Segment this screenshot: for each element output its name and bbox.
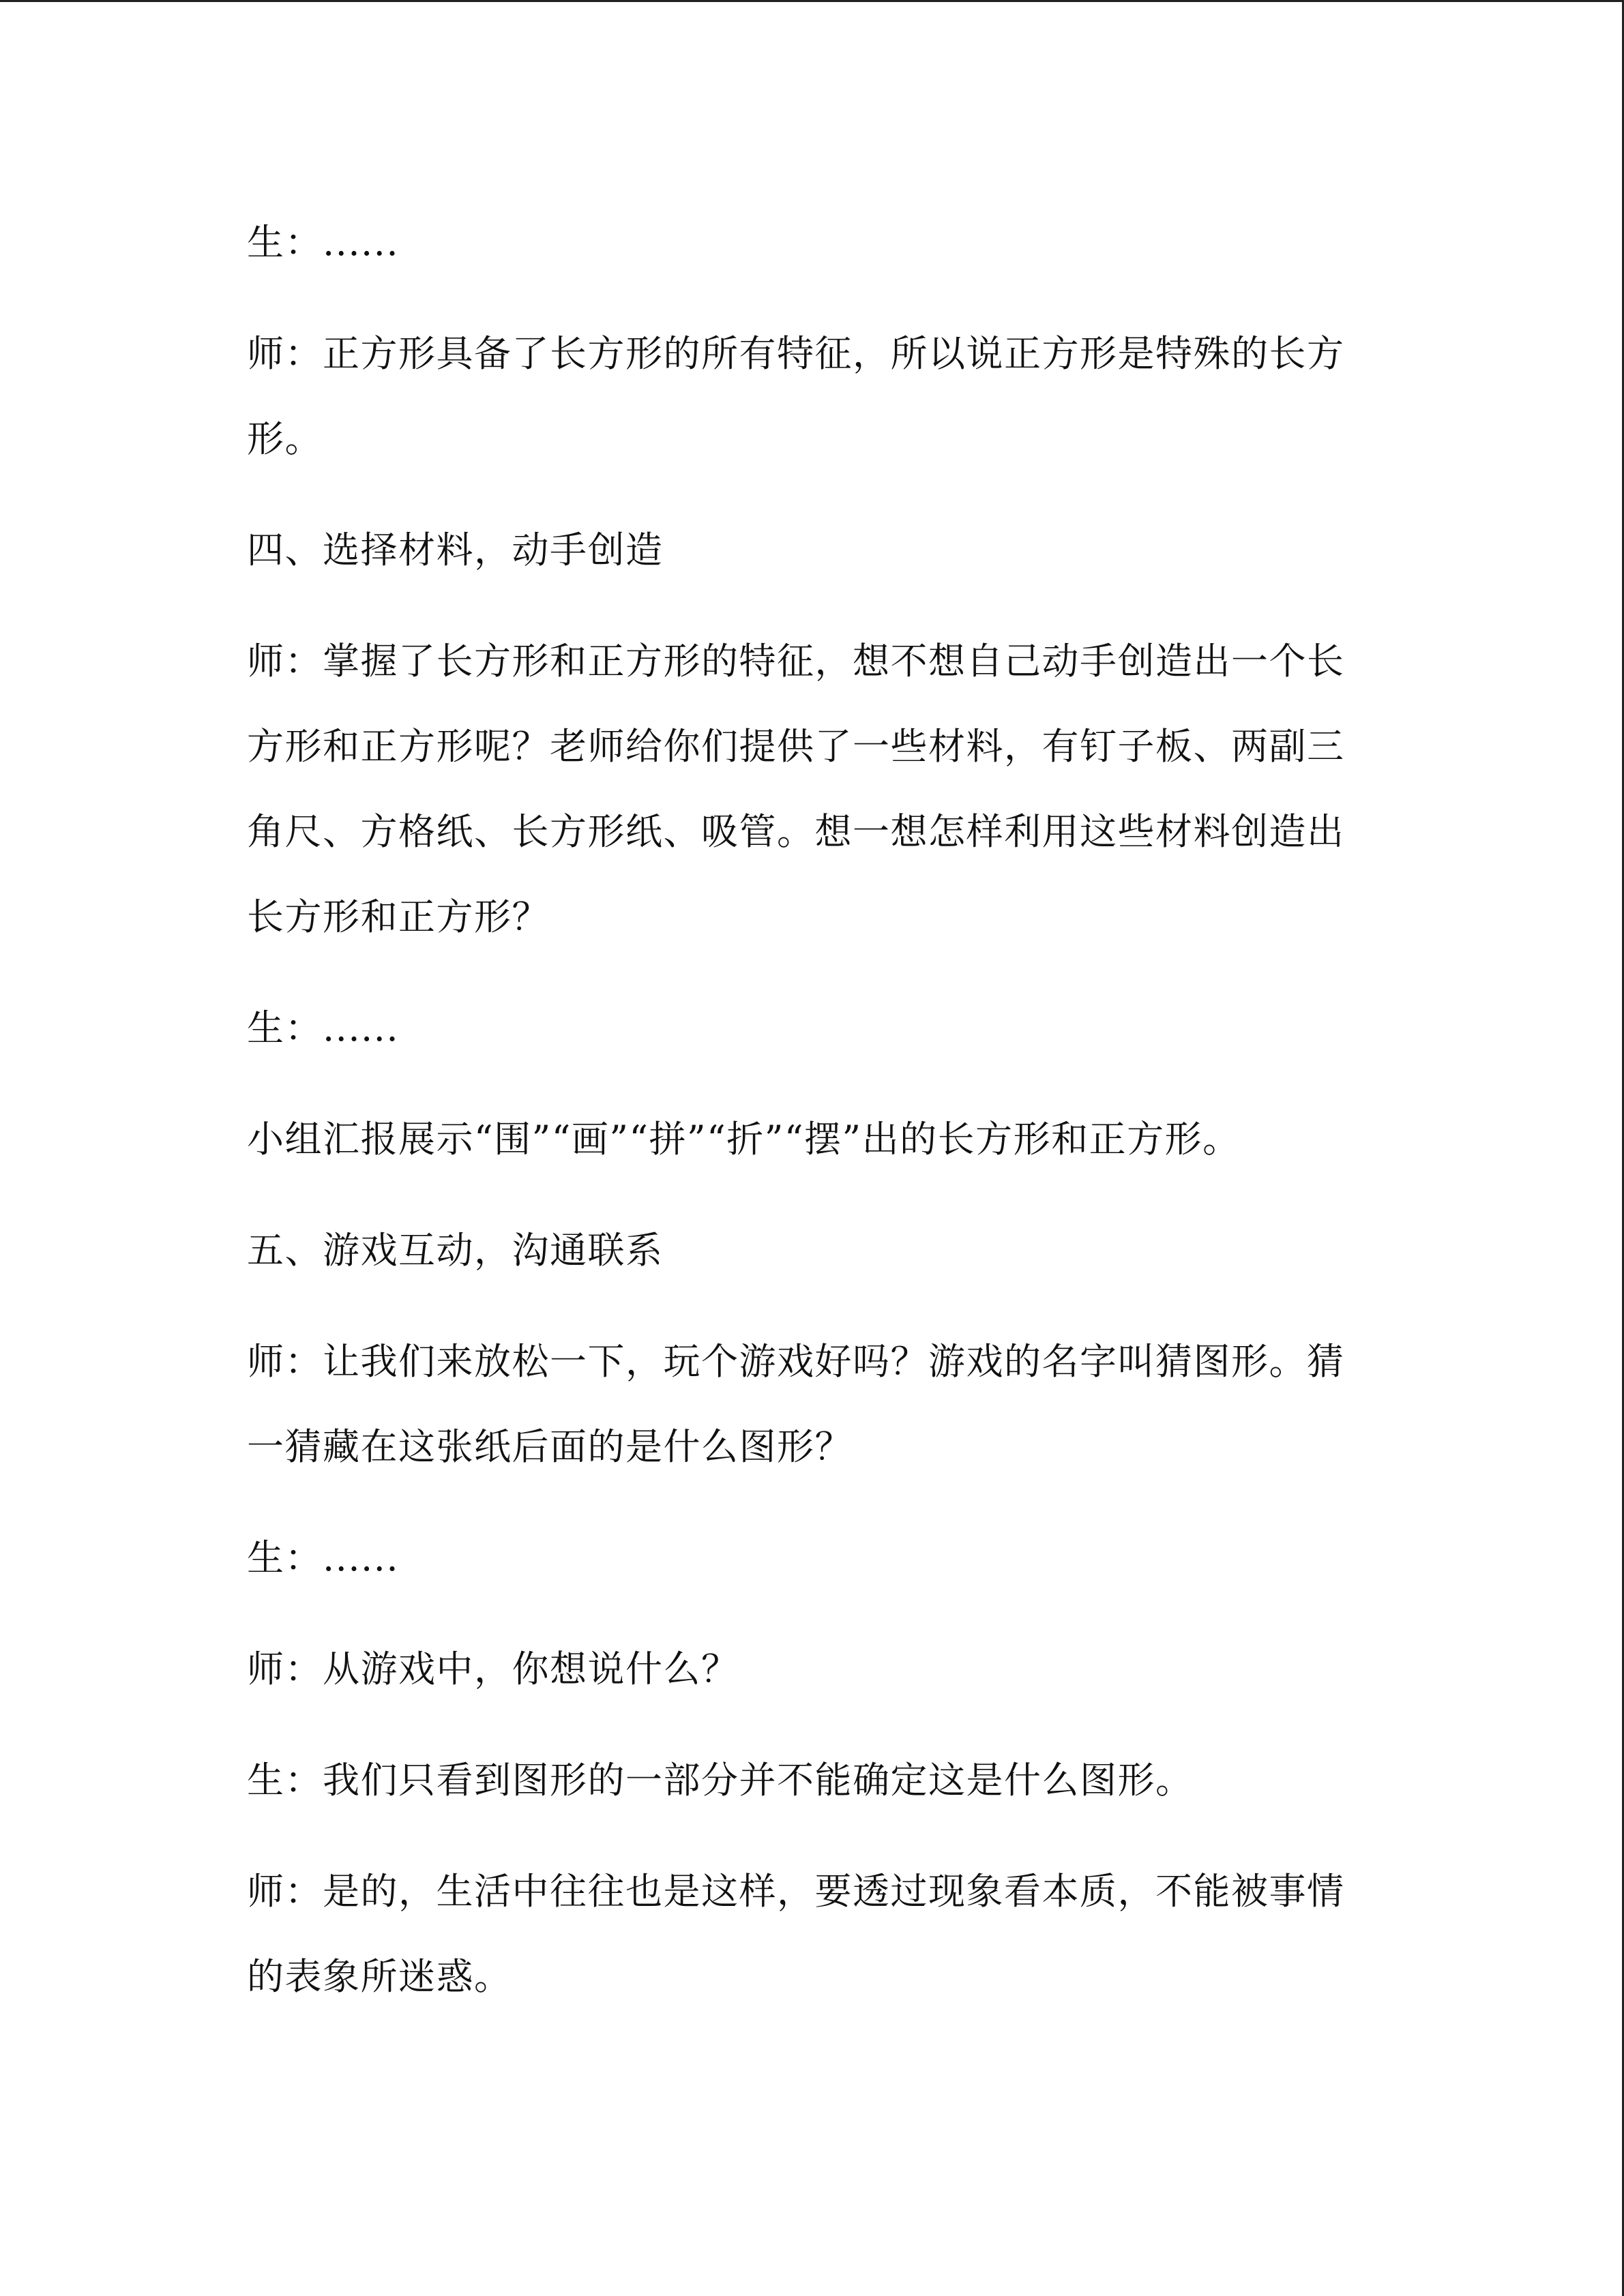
paragraph-student-reply-3: 生：......: [247, 1536, 399, 1579]
paragraph-teacher-square-summary: 师：正方形具备了长方形的所有特征，所以说正方形是特殊的长方形。: [247, 332, 1345, 460]
section-heading-5: 五、游戏互动，沟通联系: [247, 1229, 664, 1272]
document-body: [247, 200, 1359, 2019]
paragraph-teacher-question: 师：从游戏中，你想说什么？: [247, 1648, 739, 1690]
section-heading-4: 四、选择材料，动手创造: [247, 528, 664, 571]
paragraph-teacher-materials: 师：掌握了长方形和正方形的特征，想不想自己动手创造出一个长方形和正方形呢？老师给你们提供了一些材料，有钉子板、两副三角尺、方格纸、长方形纸、吸管。想一想怎样利用这些材料创造出长方形和正方形？: [247, 640, 1345, 938]
paragraph-group-report: 小组汇报展示“围”“画”“拼”“折”“摆”出的长方形和正方形。: [247, 1118, 1241, 1161]
paragraph-teacher-game: 师：让我们来放松一下，玩个游戏好吗？游戏的名字叫猜图形。猜一猜藏在这张纸后面的是什么图形？: [247, 1340, 1345, 1468]
paragraph-teacher-conclusion: 师：是的，生活中往往也是这样，要透过现象看本质，不能被事情的表象所迷惑。: [247, 1870, 1345, 1998]
paragraph-student-reply-2: 生：......: [247, 1007, 399, 1049]
paragraph-student-reply-1: 生：......: [247, 221, 399, 264]
paragraph-student-answer: 生：我们只看到图形的一部分并不能确定这是什么图形。: [247, 1759, 1194, 1802]
